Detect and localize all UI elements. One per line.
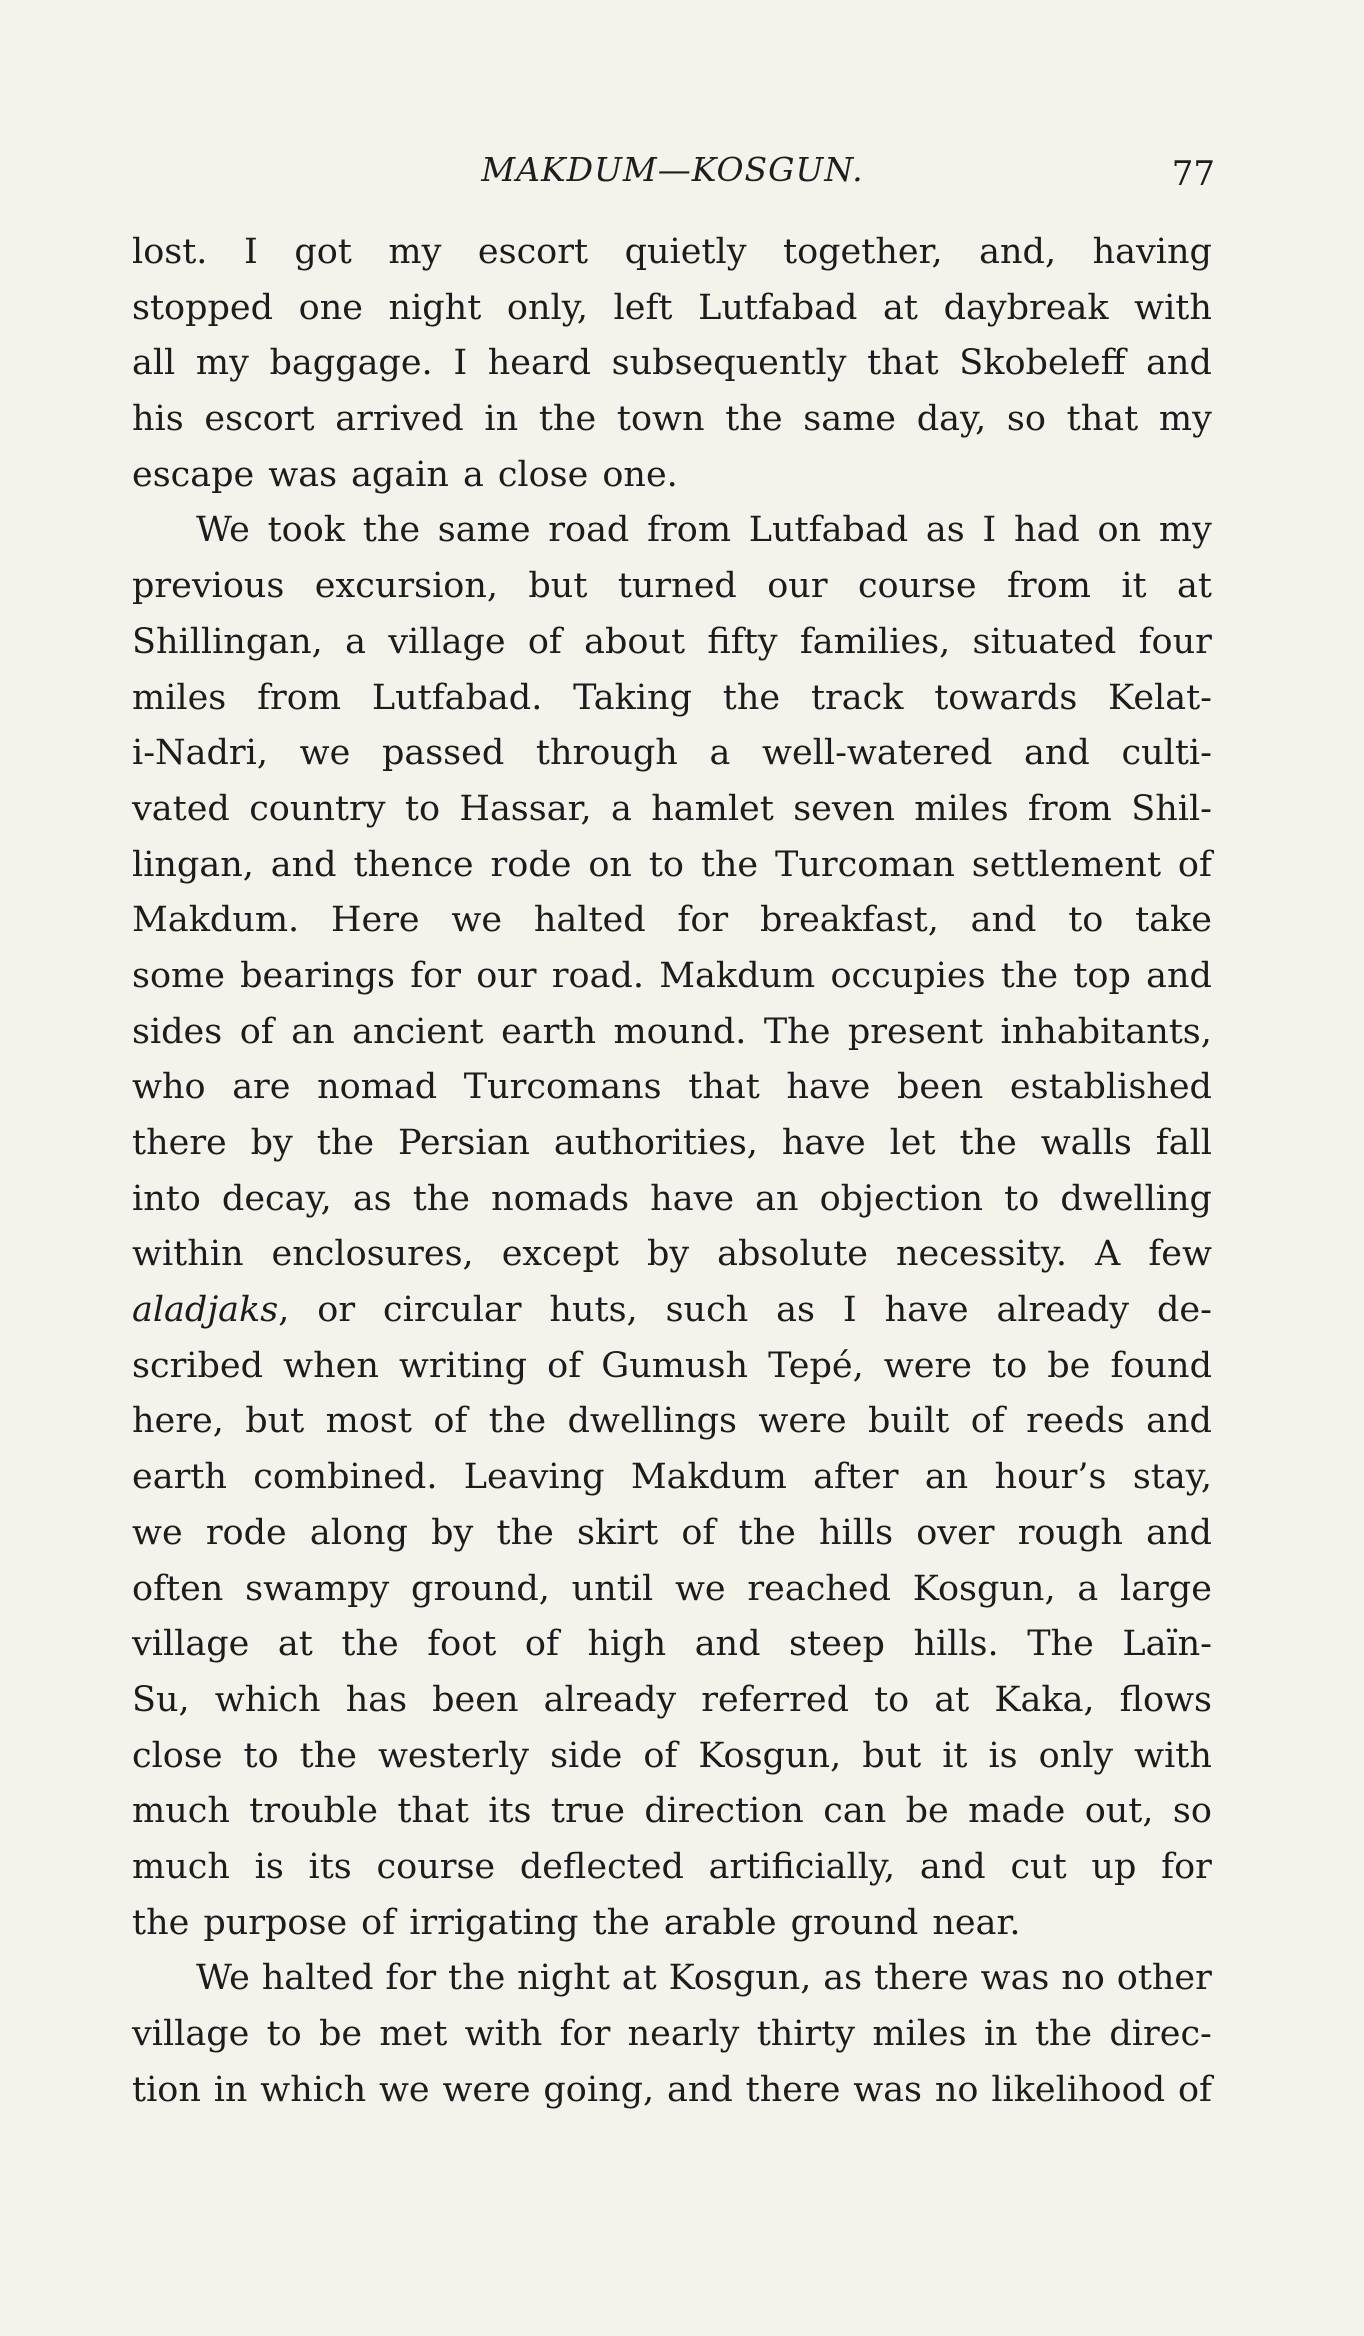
text-line: previous excursion, but turned our course from it at [132,566,1212,607]
text-line: i-Nadri, we passed through a well-watered and culti- [132,733,1212,774]
text-line: some bearings for our road. Makdum occupies the top and [132,955,1212,996]
text-line: often swampy ground, until we reached Kosgun, a large [132,1568,1212,1609]
running-head: MAKDUM—KOSGUN. [481,150,864,189]
paragraph [132,503,1212,1951]
text-line: the purpose of irrigating the arable ground near. [132,1902,1021,1943]
text-line: village at the foot of high and steep hills. The Laïn- [132,1624,1212,1665]
body-text [132,225,1212,2118]
text-line: here, but most of the dwellings were built of reeds and [132,1401,1212,1442]
text-line: We took the same road from Lutfabad as I had on my [196,510,1212,551]
text-line: all my baggage. I heard subsequently that Skobeleff and [132,343,1212,384]
text-line: we rode along by the skirt of the hills over rough and [132,1512,1212,1553]
text-line: miles from Lutfabad. Taking the track towards Kelat- [132,677,1212,718]
text-line: who are nomad Turcomans that have been established [132,1067,1212,1108]
text-line: much trouble that its true direction can be made out, so [132,1791,1212,1832]
text-line: Shillingan, a village of about fifty families, situated four [132,621,1212,662]
text-line: into decay, as the nomads have an objection to dwelling [132,1178,1212,1219]
text-line: Su, which has been already referred to at Kaka, flows [132,1679,1212,1720]
text-line: earth combined. Leaving Makdum after an hour’s stay, [132,1457,1212,1498]
text-line: much is its course deflected artificially, and cut up for [132,1846,1212,1887]
text-line: tion in which we were going, and there was no likelihood of [132,2069,1212,2110]
text-line: there by the Persian authorities, have let the walls fall [132,1123,1212,1163]
text-line: aladjaks, or circular huts, such as I have already de- [132,1290,1212,1331]
text-line: escape was again a close one. [132,454,678,495]
text-line: Makdum. Here we halted for breakfast, and to take [132,900,1212,941]
page-header [130,150,1215,210]
text-line: village to be met with for nearly thirty miles in the direc- [132,2014,1212,2054]
paragraph [132,225,1212,503]
text-line: stopped one night only, left Lutfabad at daybreak with [132,287,1212,328]
paragraph [132,1951,1212,2118]
text-line: close to the westerly side of Kosgun, but it is only with [132,1735,1212,1776]
page-number: 77 [1171,154,1215,194]
text-line: vated country to Hassar, a hamlet seven miles from Shil- [132,788,1212,829]
text-line: within enclosures, except by absolute necessity. A few [132,1234,1212,1275]
text-line: sides of an ancient earth mound. The present inhabitants, [132,1011,1212,1052]
text-line: scribed when writing of Gumush Tepé, were to be found [132,1345,1212,1386]
text-line: lost. I got my escort quietly together, and, having [132,232,1212,272]
text-line: lingan, and thence rode on to the Turcoman settlement of [132,844,1212,885]
text-line: We halted for the night at Kosgun, as there was no other [196,1958,1212,1999]
text-line: his escort arrived in the town the same day, so that my [132,399,1212,440]
